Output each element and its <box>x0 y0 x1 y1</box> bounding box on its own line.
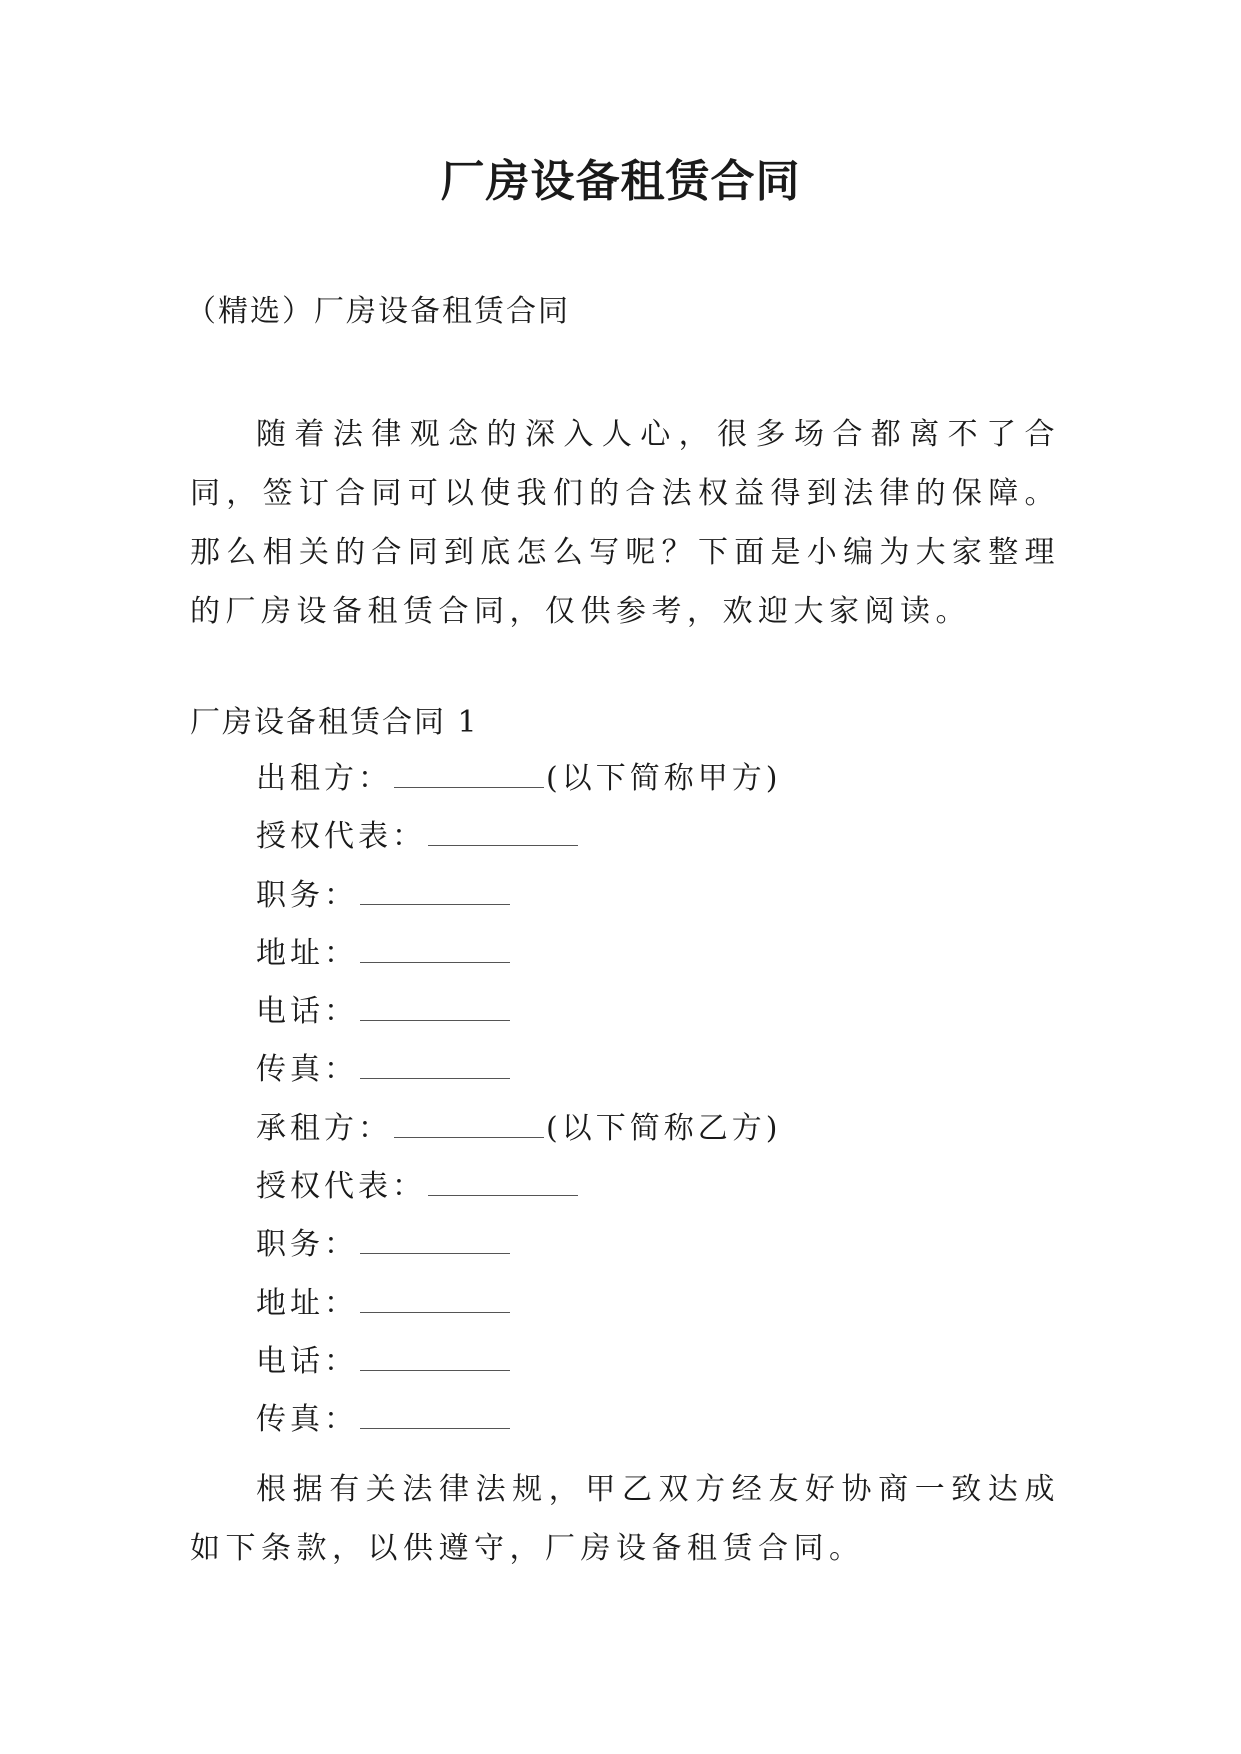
blank-line <box>428 817 578 846</box>
field-label: 授权代表： <box>256 819 426 855</box>
intro-paragraph: 随着法律观念的深入人心，很多场合都离不了合同，签订合同可以使我们的合法权益得到法律的保障。那么相关的合同到底怎么写呢？下面是小编为大家整理的厂房设备租赁合同，仅供参考，欢迎大家阅读。 <box>190 417 1060 629</box>
field-label: 传真： <box>256 1402 358 1438</box>
field-lessee-address <box>256 1282 781 1340</box>
blank-line <box>394 1109 544 1138</box>
field-suffix: (以下简称甲方) <box>546 761 782 796</box>
field-lessee-fax <box>256 1398 781 1456</box>
field-label: 职务： <box>256 877 358 913</box>
blank-line <box>360 1400 510 1429</box>
field-label: 承租方： <box>256 1110 392 1146</box>
field-lessee-position <box>256 1223 781 1281</box>
blank-line <box>360 876 510 905</box>
field-label: 传真： <box>256 1052 358 1088</box>
field-label: 授权代表： <box>256 1169 426 1205</box>
blank-line <box>360 1342 510 1371</box>
field-label: 出租方： <box>256 761 392 796</box>
field-lessee <box>256 1107 781 1165</box>
field-lessor <box>256 757 781 815</box>
field-lessor-representative <box>256 815 781 873</box>
blank-line <box>360 992 510 1021</box>
blank-line <box>428 1167 578 1196</box>
field-lessor-address <box>256 932 781 990</box>
blank-line <box>360 1225 510 1254</box>
field-suffix: (以下简称乙方) <box>546 1110 782 1146</box>
blank-line <box>360 934 510 963</box>
party-fields <box>256 757 781 1457</box>
blank-line <box>394 759 544 788</box>
field-lessor-position <box>256 874 781 932</box>
document-title: 厂房设备租赁合同 <box>440 156 801 207</box>
blank-line <box>360 1050 510 1079</box>
field-label: 电话： <box>256 994 358 1030</box>
section-heading: 厂房设备租赁合同 1 <box>190 705 479 740</box>
field-lessor-fax <box>256 1048 781 1106</box>
field-lessor-phone <box>256 990 781 1048</box>
field-label: 地址： <box>256 935 358 971</box>
field-lessee-representative <box>256 1165 781 1223</box>
document-subtitle: （精选）厂房设备租赁合同 <box>186 294 570 329</box>
closing-paragraph: 根据有关法律法规，甲乙双方经友好协商一致达成如下条款，以供遵守，厂房设备租赁合同。 <box>190 1472 1060 1566</box>
blank-line <box>360 1284 510 1313</box>
field-label: 电话： <box>256 1343 358 1379</box>
field-label: 地址： <box>256 1285 358 1321</box>
field-lessee-phone <box>256 1340 781 1398</box>
field-label: 职务： <box>256 1227 358 1263</box>
